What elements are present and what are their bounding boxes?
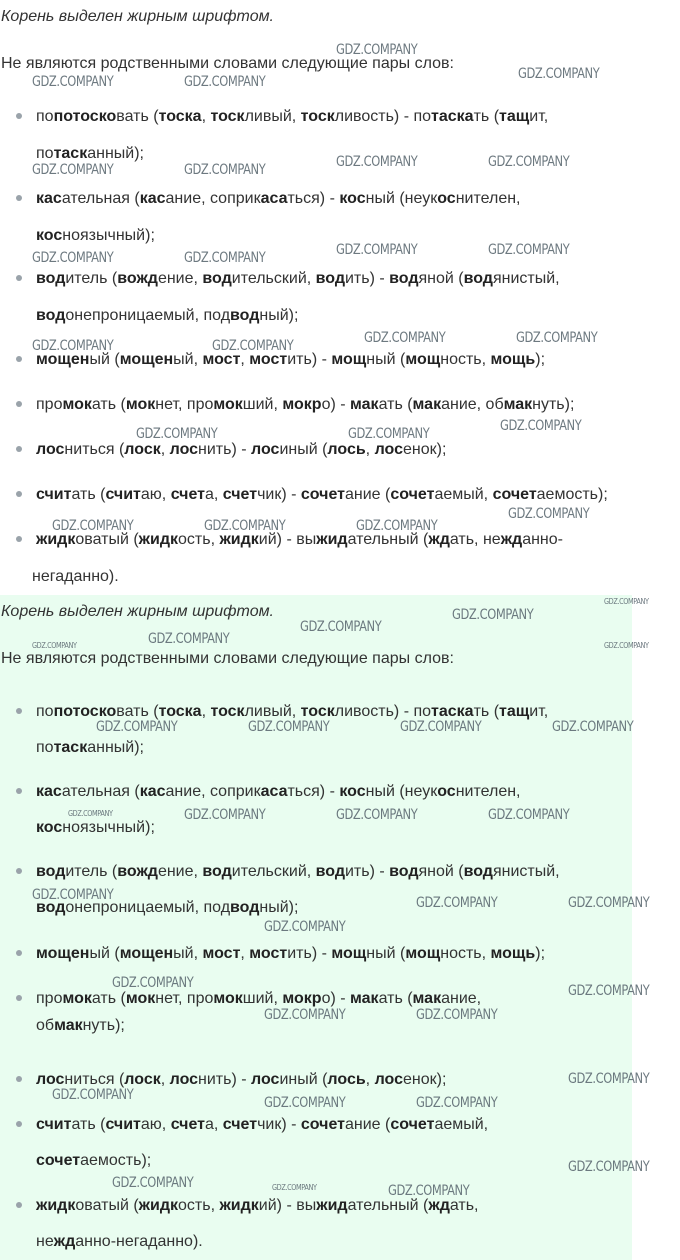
watermark: GDZ.COMPANY: [32, 162, 114, 178]
item-line: водитель (вождение, водительский, водить) - водяной (водянистый,: [36, 863, 560, 880]
watermark: GDZ.COMPANY: [212, 338, 294, 354]
bullet-icon: [16, 1076, 22, 1082]
watermark: GDZ.COMPANY: [184, 74, 266, 90]
item-line: обмакнуть);: [36, 1017, 125, 1034]
watermark: GDZ.COMPANY: [604, 597, 649, 606]
watermark: GDZ.COMPANY: [204, 518, 286, 534]
watermark: GDZ.COMPANY: [416, 1095, 498, 1111]
watermark: GDZ.COMPANY: [184, 162, 266, 178]
watermark: GDZ.COMPANY: [604, 641, 649, 650]
watermark: GDZ.COMPANY: [400, 719, 482, 735]
watermark: GDZ.COMPANY: [336, 807, 418, 823]
bullet-icon: [16, 195, 22, 201]
bullet-icon: [16, 446, 22, 452]
item-line: нежданно-негаданно).: [36, 1233, 203, 1250]
bullet-icon: [16, 708, 22, 714]
watermark: GDZ.COMPANY: [568, 1071, 650, 1087]
intro: Не являются родственными словами следующие пары слов:: [1, 55, 454, 72]
watermark: GDZ.COMPANY: [416, 895, 498, 911]
watermark: GDZ.COMPANY: [336, 242, 418, 258]
item-line: лосниться (лоск, лоснить) - лосиный (лось, лосенок);: [36, 1071, 447, 1088]
watermark: GDZ.COMPANY: [136, 426, 218, 442]
watermark: GDZ.COMPANY: [184, 250, 266, 266]
bullet-icon: [16, 275, 22, 281]
answer-block-1: [0, 0, 680, 595]
watermark: GDZ.COMPANY: [300, 619, 382, 635]
item-line: водитель (вождение, водительский, водить) - водяной (водянистый,: [36, 270, 560, 287]
item-line: попотосковать (тоска, тоскливый, тоскливость) - потаскать (тащит,: [36, 108, 549, 125]
watermark: GDZ.COMPANY: [68, 809, 113, 818]
item-line: жидковатый (жидкость, жидкий) - выжидательный (ждать,: [36, 1197, 479, 1214]
bullet-icon: [16, 113, 22, 119]
item-line: считать (считаю, счета, счетчик) - сочетание (сочетаемый,: [36, 1116, 489, 1133]
watermark: GDZ.COMPANY: [32, 74, 114, 90]
watermark: GDZ.COMPANY: [508, 506, 590, 522]
item-line: промокать (мокнет, промокший, мокро) - макать (макание, обмакнуть);: [36, 396, 575, 413]
watermark: GDZ.COMPANY: [264, 919, 346, 935]
item-line: косноязычный);: [36, 819, 155, 836]
watermark: GDZ.COMPANY: [356, 518, 438, 534]
watermark: GDZ.COMPANY: [32, 250, 114, 266]
item-line: мощеный (мощеный, мост, мостить) - мощный (мощность, мощь);: [36, 945, 546, 962]
watermark: GDZ.COMPANY: [184, 807, 266, 823]
watermark: GDZ.COMPANY: [264, 1095, 346, 1111]
item-line: сочетаемость);: [36, 1152, 152, 1169]
watermark: GDZ.COMPANY: [248, 719, 330, 735]
bullet-icon: [16, 491, 22, 497]
bullet-icon: [16, 401, 22, 407]
item-line: водонепроницаемый, подводный);: [36, 899, 299, 916]
item-line: косноязычный);: [36, 227, 155, 244]
watermark: GDZ.COMPANY: [488, 807, 570, 823]
watermark: GDZ.COMPANY: [32, 887, 114, 903]
bullet-icon: [16, 1202, 22, 1208]
watermark: GDZ.COMPANY: [516, 330, 598, 346]
watermark: GDZ.COMPANY: [364, 330, 446, 346]
bullet-icon: [16, 1121, 22, 1127]
bullet-icon: [16, 356, 22, 362]
bullet-icon: [16, 536, 22, 542]
watermark: GDZ.COMPANY: [264, 1007, 346, 1023]
item-line: водонепроницаемый, подводный);: [36, 307, 299, 324]
watermark: GDZ.COMPANY: [568, 895, 650, 911]
item-line: касательная (касание, соприкасаться) - косный (неукоснителен,: [36, 190, 521, 207]
bullet-icon: [16, 788, 22, 794]
answer-block-2: [0, 595, 650, 1260]
watermark: GDZ.COMPANY: [32, 641, 77, 650]
watermark: GDZ.COMPANY: [568, 983, 650, 999]
watermark: GDZ.COMPANY: [518, 66, 600, 82]
item-line: считать (считаю, счета, счетчик) - сочетание (сочетаемый, сочетаемость);: [36, 486, 608, 503]
watermark: GDZ.COMPANY: [96, 719, 178, 735]
watermark: GDZ.COMPANY: [488, 242, 570, 258]
watermark: GDZ.COMPANY: [488, 154, 570, 170]
item-line: потасканный);: [36, 145, 144, 162]
item-line: мощеный (мощеный, мост, мостить) - мощный (мощность, мощь);: [36, 351, 546, 368]
watermark: GDZ.COMPANY: [452, 607, 534, 623]
watermark: GDZ.COMPANY: [388, 1183, 470, 1199]
bullet-icon: [16, 868, 22, 874]
watermark: GDZ.COMPANY: [112, 1175, 194, 1191]
intro: Не являются родственными словами следующие пары слов:: [1, 650, 454, 667]
title: Корень выделен жирным шрифтом.: [1, 603, 274, 620]
bullet-icon: [16, 995, 22, 1001]
bullet-icon: [16, 950, 22, 956]
watermark: GDZ.COMPANY: [148, 631, 230, 647]
watermark: GDZ.COMPANY: [568, 1159, 650, 1175]
watermark: GDZ.COMPANY: [552, 719, 634, 735]
item-line: негаданно).: [32, 568, 119, 585]
watermark: GDZ.COMPANY: [272, 1183, 317, 1192]
item-line: попотосковать (тоска, тоскливый, тоскливость) - потаскать (тащит,: [36, 703, 549, 720]
watermark: GDZ.COMPANY: [52, 1087, 134, 1103]
watermark: GDZ.COMPANY: [32, 338, 114, 354]
item-line: касательная (касание, соприкасаться) - косный (неукоснителен,: [36, 783, 521, 800]
watermark: GDZ.COMPANY: [500, 418, 582, 434]
item-line: жидковатый (жидкость, жидкий) - выжидательный (ждать, нежданно-: [36, 531, 563, 548]
watermark: GDZ.COMPANY: [336, 42, 418, 58]
item-line: промокать (мокнет, промокший, мокро) - макать (макание,: [36, 990, 482, 1007]
title: Корень выделен жирным шрифтом.: [1, 8, 274, 25]
watermark: GDZ.COMPANY: [336, 154, 418, 170]
watermark: GDZ.COMPANY: [52, 518, 134, 534]
watermark: GDZ.COMPANY: [348, 426, 430, 442]
item-line: лосниться (лоск, лоснить) - лосиный (лось, лосенок);: [36, 441, 447, 458]
watermark: GDZ.COMPANY: [112, 975, 194, 991]
watermark: GDZ.COMPANY: [416, 1007, 498, 1023]
item-line: потасканный);: [36, 739, 144, 756]
